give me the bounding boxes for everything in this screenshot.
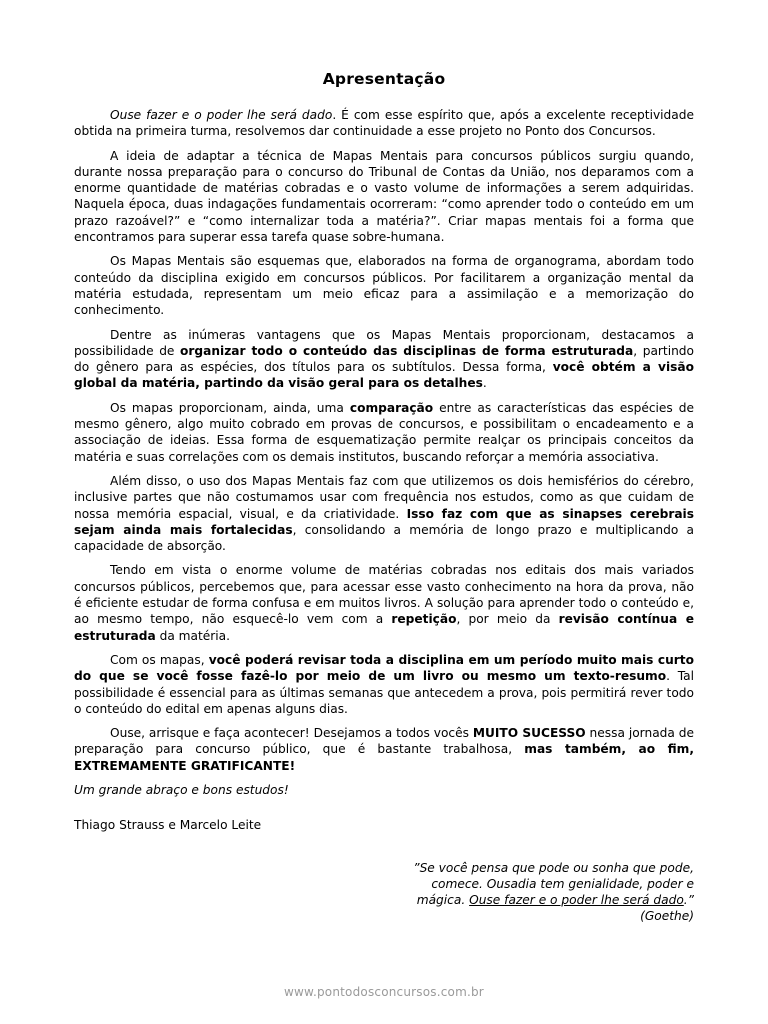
paragraph-6: Além disso, o uso dos Mapas Mentais faz com que utilizemos os dois hemisférios do cérebro, inclusive partes que não costumamos usar com frequência nos estudos, como as que cuidam de nossa memória espacial, visual, e da criatividade. Isso faz com que as sinapses cerebrais sejam ainda mais fortalecidas, consolidando a memória de longo prazo e multiplicando a capacidade de absorção. — [74, 473, 694, 554]
paragraph-5: Os mapas proporcionam, ainda, uma comparação entre as características das espécies de mesmo gênero, algo muito cobrado em provas de concursos, e possibilitam o encadeamento e a associação de ideias. Essa forma de esquematização permite realçar os principais conceitos da matéria e suas correlações com os demais institutos, buscando reforçar a memória associativa. — [74, 400, 694, 464]
paragraph-1: Ouse fazer e o poder lhe será dado. É com esse espírito que, após a excelente receptividade obtida na primeira turma, resolvemos dar continuidade a esse projeto no Ponto dos Concursos. — [74, 108, 694, 139]
page-title: Apresentação — [322, 70, 446, 88]
quote-author: (Goethe) — [640, 909, 694, 924]
document-page — [74, 70, 694, 925]
epigraph-quote: ”Se você pensa que pode ou sonha que pode, comece. Ousadia tem genialidade, poder e mágica. Ouse fazer e o poder lhe será dado.” (Goethe) — [413, 860, 694, 924]
closing-line: Um grande abraço e bons estudos! — [74, 782, 289, 797]
paragraph-8: Com os mapas, você poderá revisar toda a disciplina em um período muito mais curto do que se você fosse fazê-lo por meio de um livro ou mesmo um texto-resumo. Tal possibilidade é essencial para as últimas semanas que antecedem a prova, pois permitirá rever todo o conteúdo do edital em apenas alguns dias. — [74, 652, 694, 716]
paragraph-2: A ideia de adaptar a técnica de Mapas Mentais para concursos públicos surgiu quando, durante nossa preparação para o concurso do Tribunal de Contas da União, nos deparamos com a enorme quantidade de matérias cobradas e o vasto volume de informações a serem adquiridas. Naquela época, duas indagações fundamentais ocorreram: “como aprender todo o conteúdo em um prazo razoável?” e “como internalizar toda a matéria?”. Criar mapas mentais foi a forma que encontramos para superar essa tarefa quase sobre-humana. — [74, 148, 694, 245]
paragraph-3: Os Mapas Mentais são esquemas que, elaborados na forma de organograma, abordam todo conteúdo da disciplina exigido em concursos públicos. Por facilitarem a organização mental da matéria estudada, representam um meio eficaz para a assimilação e a memorização do conhecimento. — [74, 254, 694, 318]
paragraph-4: Dentre as inúmeras vantagens que os Mapas Mentais proporcionam, destacamos a possibilidade de organizar todo o conteúdo das disciplinas de forma estruturada, partindo do gênero para as espécies, dos títulos para os subtítulos. Dessa forma, você obtém a visão global da matéria, partindo da visão geral para os detalhes. — [74, 327, 695, 391]
motto-text: Ouse fazer e o poder lhe será dado — [110, 108, 333, 122]
footer-url: www.pontodosconcursos.com.br — [284, 985, 484, 999]
signature: Thiago Strauss e Marcelo Leite — [74, 818, 262, 833]
paragraph-9: Ouse, arrisque e faça acontecer! Desejamos a todos vocês MUITO SUCESSO nessa jornada de preparação para concurso público, que é bastante trabalhosa, mas também, ao fim, EXTREMAMENTE GRATIFICANTE! — [74, 726, 694, 773]
paragraph-7: Tendo em vista o enorme volume de matérias cobradas nos editais dos mais variados concursos públicos, percebemos que, para acessar esse vasto conhecimento na hora da prova, não é eficiente estudar de forma confusa e em muitos livros. A solução para aprender todo o conteúdo e, ao mesmo tempo, não esquecê-lo vem com a repetição, por meio da revisão contínua e estruturada da matéria. — [74, 563, 694, 643]
